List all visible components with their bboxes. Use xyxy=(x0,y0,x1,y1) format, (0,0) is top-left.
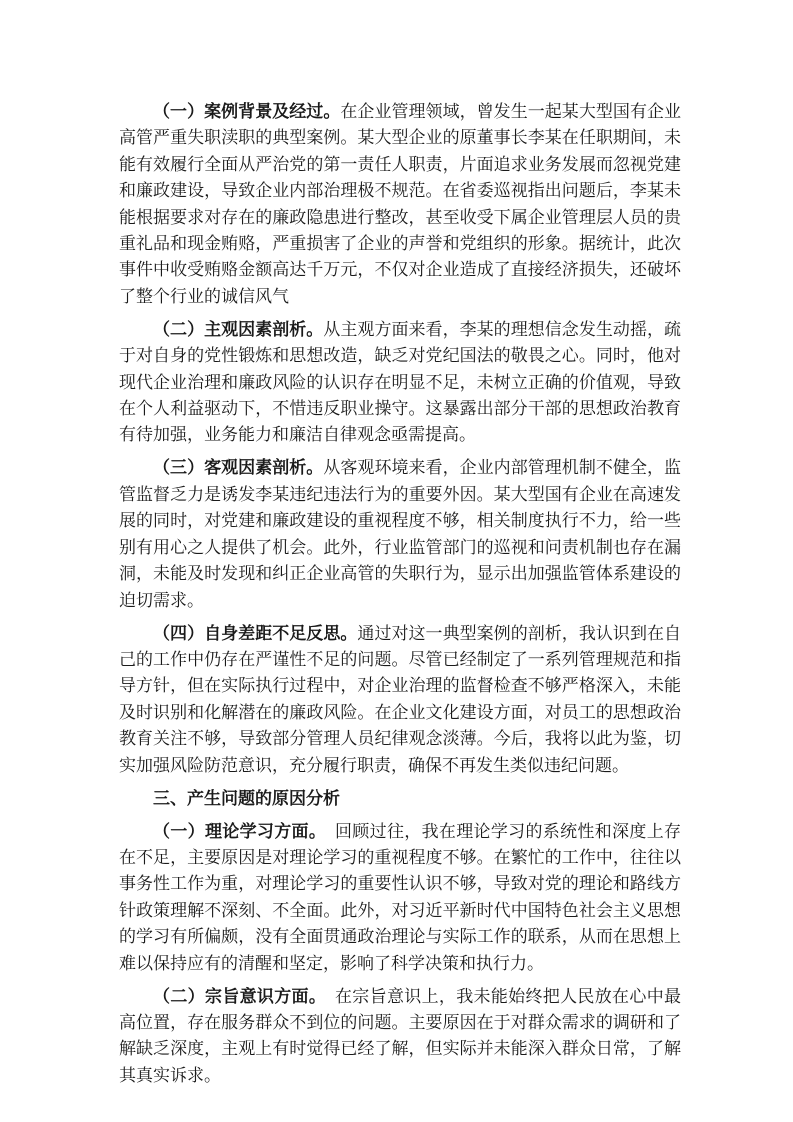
paragraph-text: 在企业管理领域，曾发生一起某大型国有企业高管严重失职渎职的典型案例。某大型企业的原董事长李某在任职期间，未能有效履行全面从严治党的第一责任人职责，片面追求业务发展而忽视党建和廉政建设，导致企业内部治理极不规范。在省委巡视指出问题后，李某未能根据要求对存在的廉政隐患进行整改，甚至收受下属企业管理层人员的贵重礼品和现金贿赂，严重损害了企业的声誉和党组织的形象。据统计，此次事件中收受贿赂金额高达千万元，不仅对企业造成了直接经济损失，还破坏了整个行业的诚信风气 xyxy=(119,102,682,307)
paragraph-case-background xyxy=(119,99,681,310)
paragraph-theory-study xyxy=(119,819,681,977)
paragraph-lead: （一）理论学习方面。 xyxy=(153,821,318,842)
paragraph-self-reflection xyxy=(119,621,681,779)
paragraph-lead: （三）客观因素剖析。 xyxy=(153,458,324,479)
paragraph-text: 从主观方面来看，李某的理想信念发生动摇，疏于对自身的党性锻炼和思想改造，缺乏对党纪国法的敬畏之心。同时，他对现代企业治理和廉政风险的认识存在明显不足，未树立正确的价值观，导致在个人利益驱动下，不惜违反职业操守。这暴露出部分干部的思想政治教育有待加强，业务能力和廉洁自律观念亟需提高。 xyxy=(119,319,682,446)
paragraph-subjective-factors xyxy=(119,317,681,449)
paragraph-text: 回顾过往，我在理论学习的系统性和深度上存在不足，主要原因是对理论学习的重视程度不够。在繁忙的工作中，往往以事务性工作为重，对理论学习的重要性认识不够，导致对党的理论和路线方针政策理解不深刻、不全面。此外，对习近平新时代中国特色社会主义思想的学习有所偏颇，没有全面贯通政治理论与实际工作的联系，从而在思想上难以保持应有的清醒和坚定，影响了科学决策和执行力。 xyxy=(119,821,682,974)
paragraph-purpose-awareness xyxy=(119,984,681,1090)
paragraph-text: 从客观环境来看，企业内部管理机制不健全，监管监督乏力是诱发李某违纪违法行为的重要外因。某大型国有企业在高速发展的同时，对党建和廉政建设的重视程度不够，相关制度执行不力，给一些别有用心之人提供了机会。此外，行业监管部门的巡视和问责机制也存在漏洞，未能及时发现和纠正企业高管的失职行为，显示出加强监管体系建设的迫切需求。 xyxy=(119,458,682,611)
paragraph-text: 通过对这一典型案例的剖析，我认识到在自己的工作中仍存在严谨性不足的问题。尽管已经制定了一系列管理规范和指导方针，但在实际执行过程中，对企业治理的监督检查不够严格深入，未能及时识别和化解潜在的廉政风险。在企业文化建设方面，对员工的思想政治教育关注不够，导致部分管理人员纪律观念淡薄。今后，我将以此为鉴，切实加强风险防范意识，充分履行职责，确保不再发生类似违纪问题。 xyxy=(119,623,682,776)
section-heading: 三、产生问题的原因分析 xyxy=(153,788,340,809)
paragraph-objective-factors xyxy=(119,455,681,613)
paragraph-lead: （二）宗旨意识方面。 xyxy=(153,986,318,1007)
paragraph-lead: （二）主观因素剖析。 xyxy=(153,319,324,340)
paragraph-text: 在宗旨意识上，我未能始终把人民放在心中最高位置，存在服务群众不到位的问题。主要原因在于对群众需求的调研和了解缺乏深度，主观上有时觉得已经了解，但实际并未能深入群众日常，了解其真实诉求。 xyxy=(119,986,682,1086)
paragraph-lead: （四）自身差距不足反思。 xyxy=(153,623,358,644)
paragraph-lead: （一）案例背景及经过。 xyxy=(153,102,341,122)
document-page xyxy=(119,99,681,1096)
